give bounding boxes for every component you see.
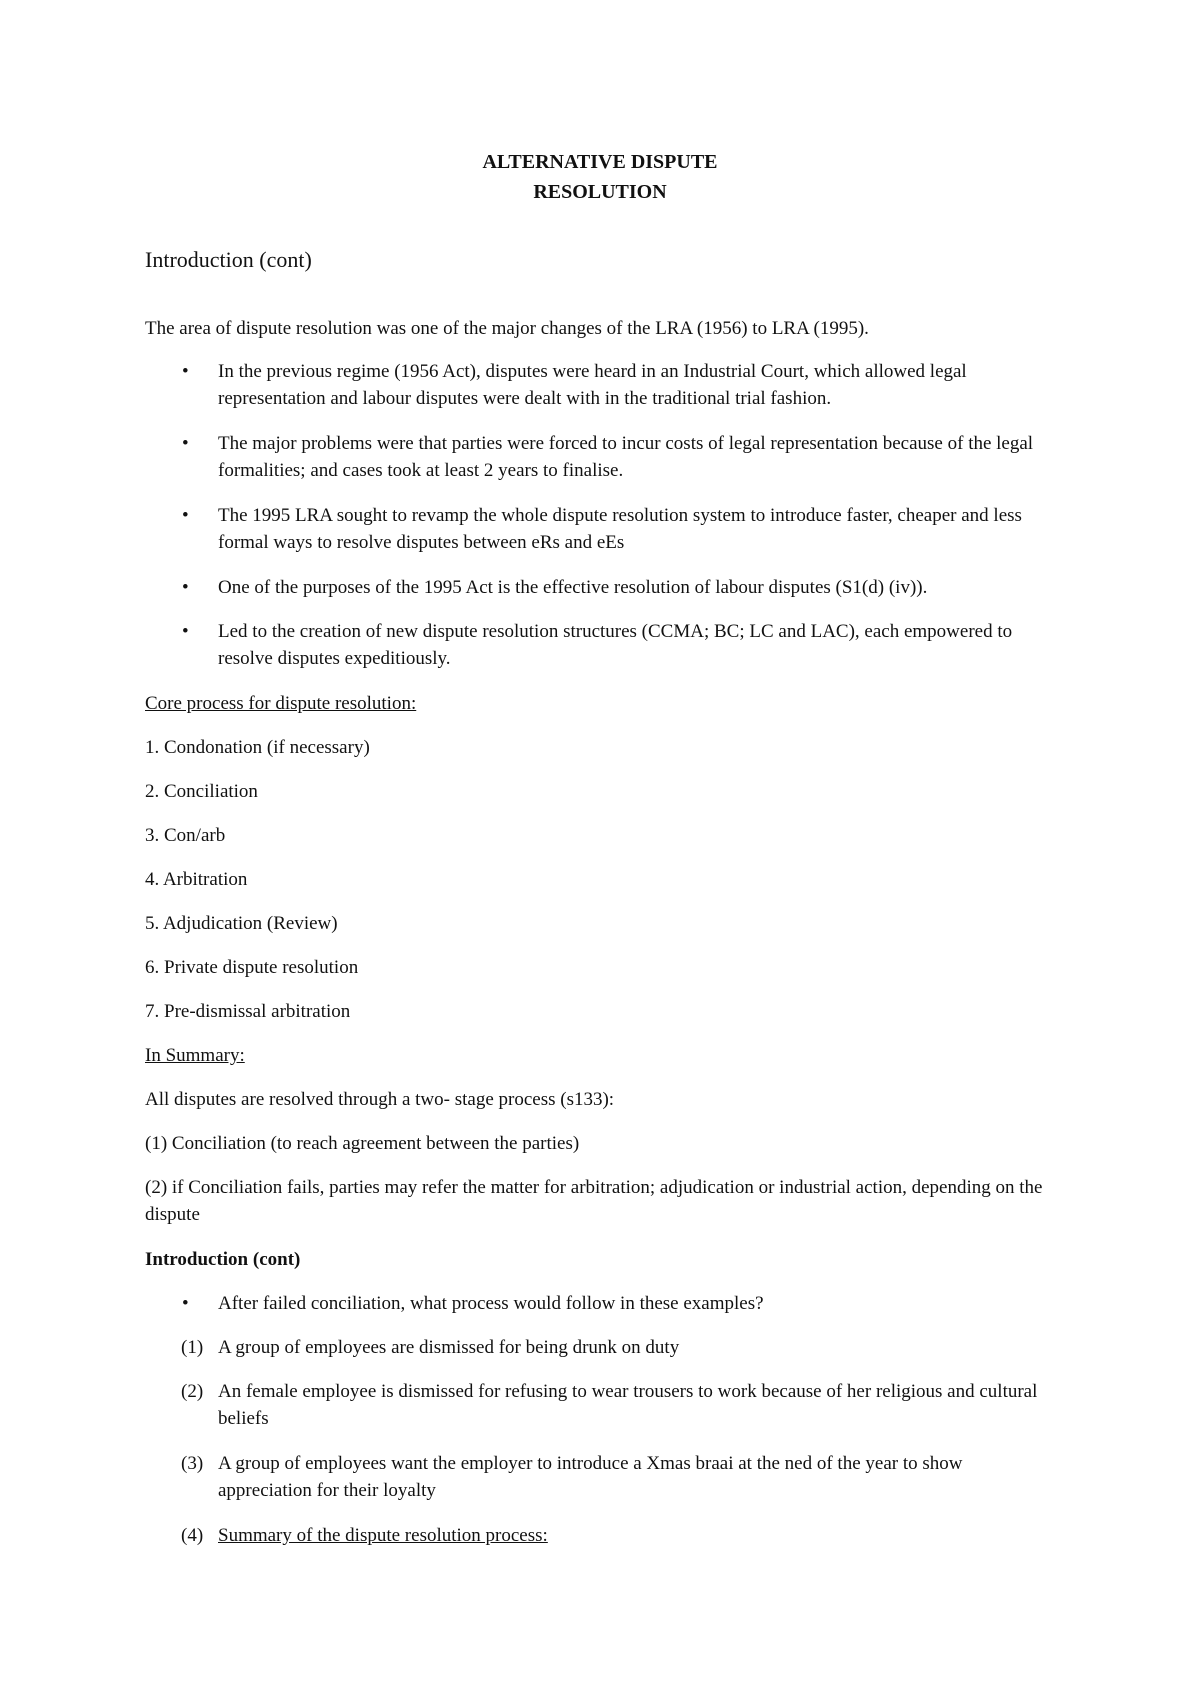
- core-item-5: 5. Adjudication (Review): [145, 913, 338, 934]
- bullet-icon: •: [182, 361, 189, 382]
- bullet-icon: •: [182, 433, 189, 454]
- bullet-icon: •: [182, 505, 189, 526]
- bullet-text: The 1995 LRA sought to revamp the whole dispute resolution system to introduce faster, cheaper and less formal ways to resolve disputes between eRs and eEs: [218, 505, 1022, 553]
- example-number: (4): [181, 1525, 204, 1546]
- example-number: (1): [181, 1337, 204, 1358]
- summary-lead: All disputes are resolved through a two- stage process (s133):: [145, 1089, 615, 1110]
- summary-heading: In Summary:: [145, 1045, 245, 1066]
- example-text: A group of employees want the employer to introduce a Xmas braai at the ned of the year to show appreciation for their loyalty: [218, 1453, 963, 1501]
- bullet-icon: •: [182, 621, 189, 642]
- title-line-1: ALTERNATIVE DISPUTE: [482, 151, 718, 173]
- core-item-4: 4. Arbitration: [145, 869, 248, 890]
- example-text: A group of employees are dismissed for being drunk on duty: [218, 1337, 680, 1358]
- bullet-text: In the previous regime (1956 Act), disputes were heard in an Industrial Court, which allowed legal representation and labour disputes were dealt with in the traditional trial fashion.: [218, 361, 967, 409]
- core-item-2: 2. Conciliation: [145, 781, 258, 802]
- intro-heading: Introduction (cont): [145, 247, 312, 272]
- core-item-6: 6. Private dispute resolution: [145, 957, 359, 978]
- example-number: (3): [181, 1453, 204, 1474]
- summary-step-1: (1) Conciliation (to reach agreement between the parties): [145, 1133, 580, 1154]
- example-text: Summary of the dispute resolution process:: [218, 1525, 548, 1546]
- bullet-text: After failed conciliation, what process would follow in these examples?: [218, 1293, 764, 1314]
- intro-lead: The area of dispute resolution was one of the major changes of the LRA (1956) to LRA (1995).: [145, 318, 869, 339]
- bullet-text: Led to the creation of new dispute resolution structures (CCMA; BC; LC and LAC), each empowered to resolve disputes expeditiously.: [218, 621, 1013, 669]
- intro2-heading: Introduction (cont): [145, 1249, 301, 1270]
- bullet-icon: •: [182, 1293, 189, 1314]
- bullet-icon: •: [182, 577, 189, 598]
- core-process-heading: Core process for dispute resolution:: [145, 693, 417, 714]
- example-number: (2): [181, 1381, 204, 1402]
- title-line-2: RESOLUTION: [533, 181, 667, 203]
- core-item-1: 1. Condonation (if necessary): [145, 737, 370, 758]
- summary-step-2: (2) if Conciliation fails, parties may refer the matter for arbitration; adjudication or industrial action, depending on the dispute: [145, 1177, 1043, 1225]
- bullet-text: The major problems were that parties were forced to incur costs of legal representation because of the legal formalities; and cases took at least 2 years to finalise.: [218, 433, 1034, 481]
- core-item-3: 3. Con/arb: [145, 825, 226, 846]
- document-title: [0, 147, 1200, 207]
- bullet-text: One of the purposes of the 1995 Act is the effective resolution of labour disputes (S1(d) (iv)).: [218, 577, 928, 598]
- core-item-7: 7. Pre-dismissal arbitration: [145, 1001, 351, 1022]
- example-text: An female employee is dismissed for refusing to wear trousers to work because of her religious and cultural beliefs: [218, 1381, 1038, 1429]
